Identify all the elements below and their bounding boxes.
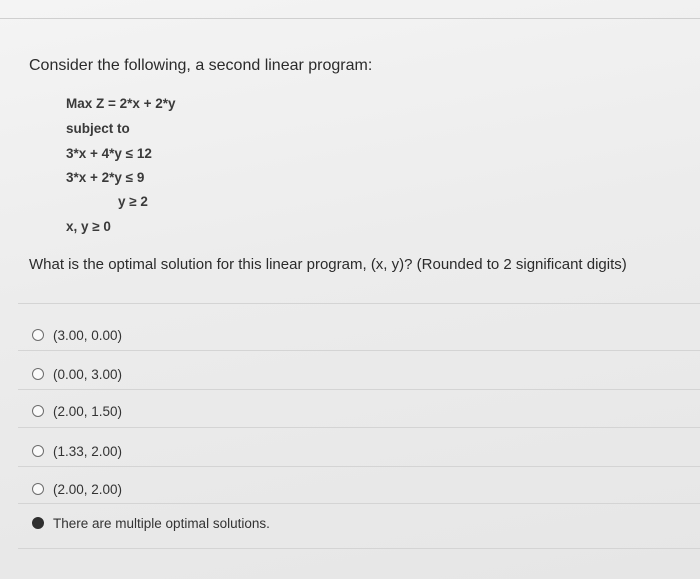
answer-option-3[interactable]	[32, 400, 122, 422]
answer-option-label: (2.00, 2.00)	[53, 481, 123, 497]
answer-option-6[interactable]	[32, 512, 270, 534]
question-prompt: Consider the following, a second linear program:	[29, 57, 373, 74]
radio-button[interactable]	[32, 445, 44, 457]
question-text: What is the optimal solution for this linear program, (x, y)? (Rounded to 2 significant digits)	[29, 256, 627, 273]
answer-option-label: (1.33, 2.00)	[53, 443, 123, 459]
radio-button[interactable]	[32, 405, 44, 417]
answer-option-2[interactable]	[32, 363, 122, 385]
answer-option-label: (3.00, 0.00)	[53, 327, 123, 343]
divider	[18, 548, 700, 549]
divider	[18, 389, 700, 390]
answer-option-label: (2.00, 1.50)	[53, 403, 123, 419]
answer-option-label: There are multiple optimal solutions.	[53, 515, 270, 531]
radio-button[interactable]	[32, 329, 44, 341]
subject-to-label: subject to	[66, 121, 130, 136]
answer-option-label: (0.00, 3.00)	[53, 366, 123, 382]
objective-function: Max Z = 2*x + 2*y	[66, 96, 176, 111]
answer-option-4[interactable]	[32, 440, 122, 462]
divider	[18, 503, 700, 504]
answer-option-1[interactable]	[32, 324, 122, 346]
radio-button[interactable]	[32, 483, 44, 495]
top-divider	[0, 18, 700, 19]
radio-button[interactable]	[32, 368, 44, 380]
answer-option-5[interactable]	[32, 478, 122, 500]
divider	[18, 350, 700, 351]
radio-button-selected[interactable]	[32, 517, 44, 529]
divider	[18, 427, 700, 428]
divider	[18, 466, 700, 467]
constraint-1: 3*x + 4*y ≤ 12	[66, 146, 152, 161]
nonnegativity-constraint: x, y ≥ 0	[66, 219, 111, 234]
constraint-3: y ≥ 2	[118, 194, 148, 209]
constraint-2: 3*x + 2*y ≤ 9	[66, 170, 145, 185]
divider	[18, 303, 700, 304]
